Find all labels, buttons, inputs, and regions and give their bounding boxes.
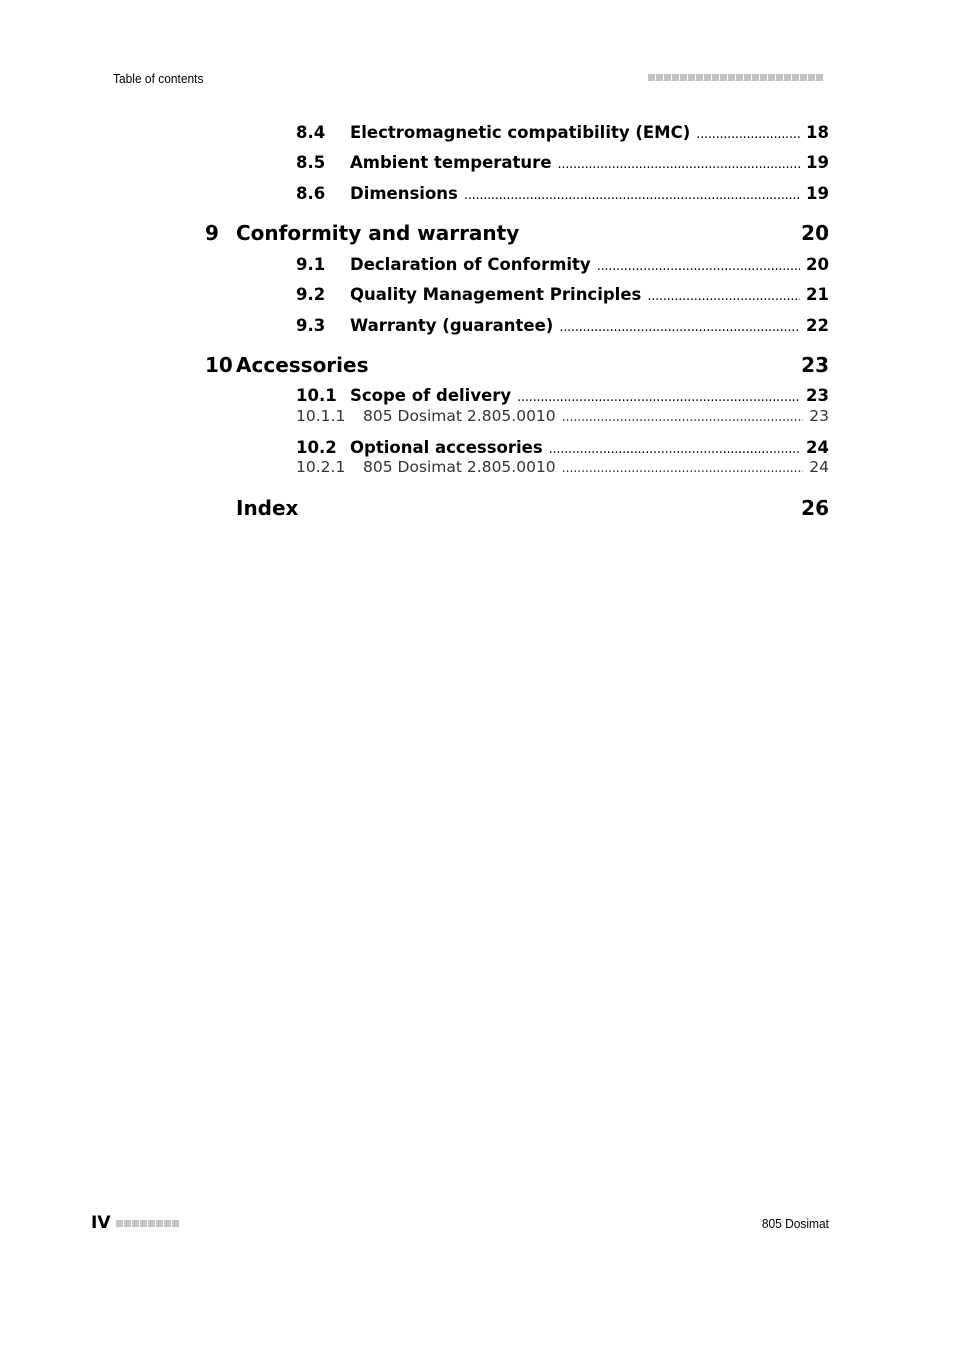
dot-leader [562,458,804,476]
toc-entry[interactable]: 10.2 Optional accessories . . . 24 [296,438,829,457]
dot-leader [517,386,800,405]
toc-chapter[interactable]: 9 Conformity and warranty 20 [205,221,829,245]
dot-leader [549,438,800,457]
toc-chapter[interactable]: 10 Accessories 23 [205,353,829,377]
toc-entry[interactable]: 8.5 Ambient temperature . . . 19 [296,153,829,172]
dot-leader [464,184,800,203]
toc-entry[interactable]: 9.2 Quality Management Principles . . . 21 [296,285,829,304]
toc-entry[interactable]: 9.1 Declaration of Conformity . . . 20 [296,255,829,274]
footer-page-number: IV [91,1213,179,1233]
dot-leader [647,285,800,304]
toc-subentry[interactable]: 10.2.1 805 Dosimat 2.805.0010 . . . 24 [296,458,829,476]
toc-subentry[interactable]: 10.1.1 805 Dosimat 2.805.0010 . . . 23 [296,407,829,425]
toc-entry[interactable]: 8.6 Dimensions . . . 19 [296,184,829,203]
footer-product-name: 805 Dosimat [761,1216,829,1231]
dot-leader [558,153,801,172]
dot-leader [696,123,800,142]
dot-leader [559,316,800,335]
dot-leader [597,255,800,274]
header-section-title: Table of contents [113,71,204,86]
dot-leader [562,407,804,425]
toc-entry[interactable]: 9.3 Warranty (guarantee) . . . 22 [296,316,829,335]
footer-decoration [116,1220,179,1227]
toc-index[interactable]: Index 26 [236,496,829,520]
toc-entry[interactable]: 10.1 Scope of delivery . . . 23 [296,386,829,405]
toc-entry[interactable]: 8.4 Electromagnetic compatibility (EMC) . . . 18 [296,123,829,142]
header-decoration [648,74,823,81]
